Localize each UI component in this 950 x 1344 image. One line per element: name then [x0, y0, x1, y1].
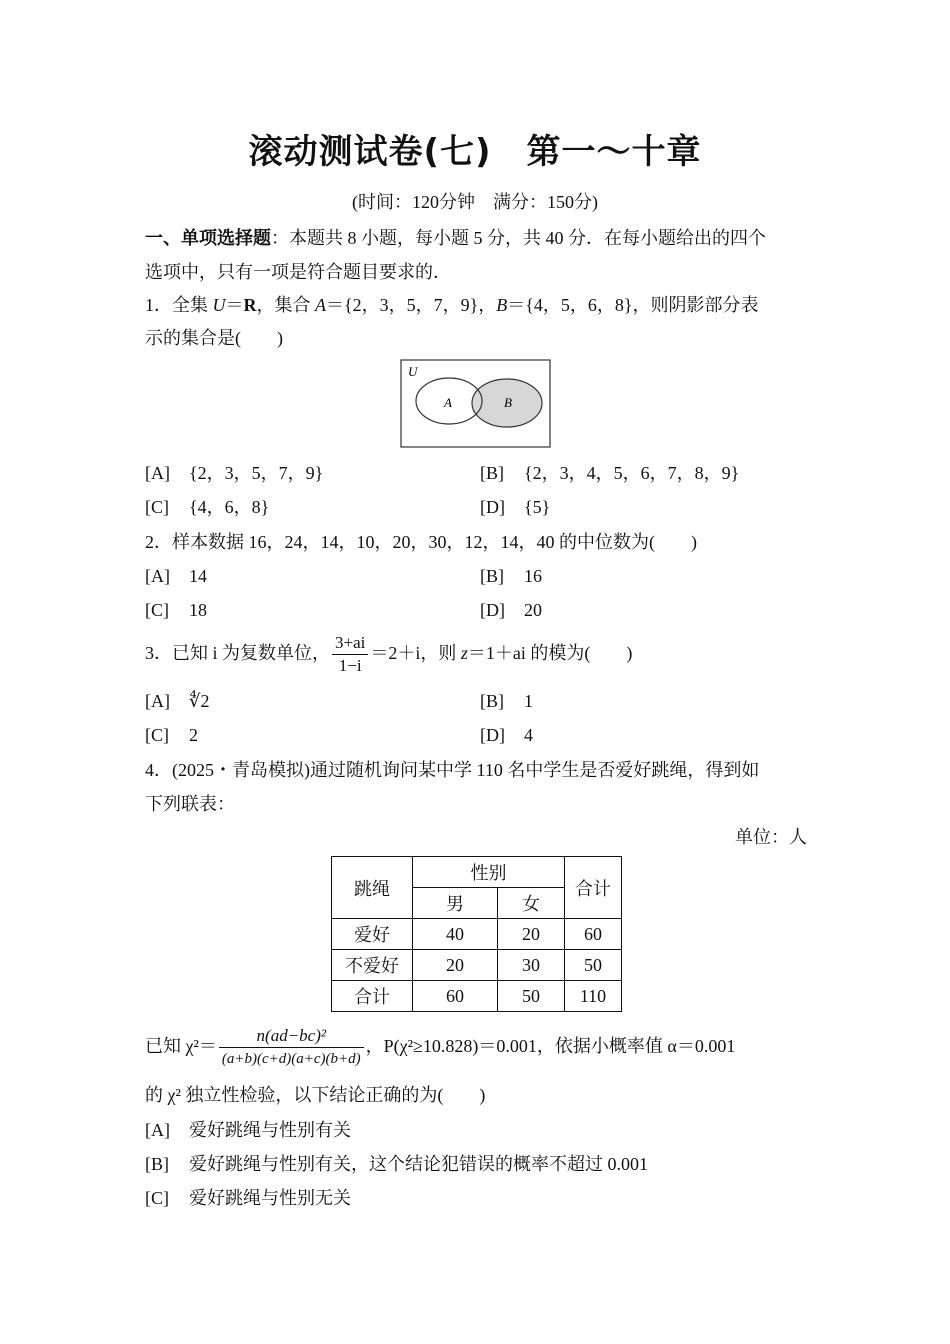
- q2-option-d[interactable]: [480, 598, 542, 622]
- q3-text-mid: ＝2＋i，则: [370, 643, 461, 663]
- option-text: 爱好跳绳与性别有关: [189, 1120, 351, 1140]
- venn-label-a: A: [444, 395, 452, 410]
- table-row: [332, 919, 622, 950]
- q1-text-a: 1．全集: [145, 295, 213, 315]
- table-row: [332, 950, 622, 981]
- table-cell: 110: [565, 981, 622, 1012]
- option-text: 1: [524, 691, 533, 711]
- q4-option-a[interactable]: [145, 1118, 351, 1142]
- q1-var-b: B: [496, 295, 508, 315]
- q3-text-pre: 3．已知 i 为复数单位，: [145, 643, 331, 663]
- section-heading: 一、单项选择题: [145, 228, 271, 249]
- q2-stem: 2．样本数据 16，24，14，10，20，30，12，14，40 的中位数为( ): [145, 532, 697, 552]
- q1-eq: ＝: [225, 295, 244, 315]
- option-label: [C]: [145, 725, 169, 745]
- option-text: {2，3，4，5，6，7，8，9}: [524, 463, 740, 483]
- option-text: {4，6，8}: [189, 497, 270, 517]
- table-header-row-label: 跳绳: [332, 857, 413, 919]
- chi-square-numerator: n(ad−bc)²: [219, 1025, 364, 1048]
- option-text: 16: [524, 566, 542, 586]
- option-label: [A]: [145, 463, 170, 483]
- table-cell: 20: [413, 950, 498, 981]
- section-intro-text: ：本题共 8 小题，每小题 5 分，共 40 分．在每小题给出的四个: [271, 228, 766, 248]
- q4-stem-line2: 下列联表：: [145, 794, 235, 814]
- venn-label-b: B: [504, 395, 512, 410]
- table-header-total: 合计: [565, 857, 622, 919]
- table-cell: 不爱好: [332, 950, 413, 981]
- option-text: {5}: [524, 497, 551, 517]
- table-header-female: 女: [498, 888, 565, 919]
- option-text: 20: [524, 600, 542, 620]
- q1-option-b[interactable]: [480, 461, 739, 485]
- q3-option-b[interactable]: [480, 689, 533, 713]
- q3-var-z: z: [460, 643, 468, 663]
- option-label: [A]: [145, 1120, 170, 1140]
- q1-stem-line2: 示的集合是( ): [145, 328, 283, 348]
- q4-table-unit: 单位：人: [735, 827, 807, 847]
- q1-option-a[interactable]: [145, 461, 323, 485]
- table-header-male: 男: [413, 888, 498, 919]
- q4-stem-line3: 的 χ² 独立性检验，以下结论正确的为( ): [145, 1085, 486, 1105]
- table-row: [332, 981, 622, 1012]
- q1-var-a: A: [315, 295, 326, 315]
- q2-option-b[interactable]: [480, 564, 542, 588]
- option-text: 14: [189, 566, 207, 586]
- q3-text-post: ＝1＋ai 的模为( ): [467, 643, 633, 663]
- table-cell: 50: [565, 950, 622, 981]
- option-label: [C]: [145, 600, 169, 620]
- q4-option-c[interactable]: [145, 1186, 351, 1210]
- option-label: [D]: [480, 600, 505, 620]
- table-cell: 50: [498, 981, 565, 1012]
- option-label: [A]: [145, 691, 170, 711]
- table-cell: 60: [413, 981, 498, 1012]
- option-text: 18: [189, 600, 207, 620]
- table-cell: 合计: [332, 981, 413, 1012]
- chi-square-denominator: (a+b)(c+d)(a+c)(b+d): [221, 1051, 361, 1068]
- q1-text-b: ，集合: [256, 295, 315, 315]
- table-cell: 20: [498, 919, 565, 950]
- option-label: [B]: [145, 1154, 169, 1174]
- section-intro-line1: [145, 226, 810, 251]
- q3-option-a[interactable]: [145, 689, 209, 713]
- q3-fraction: [332, 632, 368, 677]
- option-label: [D]: [480, 497, 505, 517]
- option-label: [B]: [480, 691, 504, 711]
- table-cell: 40: [413, 919, 498, 950]
- table-header-gender: 性别: [413, 857, 565, 888]
- q3-fraction-denominator: 1−i: [338, 656, 362, 676]
- venn-label-u: U: [408, 364, 418, 379]
- page-title: 滚动测试卷(七) 第一～十章: [248, 132, 702, 172]
- q2-option-a[interactable]: [145, 564, 207, 588]
- option-label: [A]: [145, 566, 170, 586]
- venn-diagram: [400, 359, 552, 449]
- q1-stem-line1: [145, 293, 810, 317]
- q2-option-c[interactable]: [145, 598, 207, 622]
- q1-var-u: U: [212, 295, 226, 315]
- option-text: 2: [189, 725, 198, 745]
- option-label: [D]: [480, 725, 505, 745]
- section-intro-line2: 选项中，只有一项是符合题目要求的．: [145, 262, 451, 282]
- option-text: {2，3，5，7，9}: [189, 463, 324, 483]
- option-text: 爱好跳绳与性别有关，这个结论犯错误的概率不超过 0.001: [189, 1154, 648, 1174]
- q3-option-c[interactable]: [145, 723, 198, 747]
- q4-formula-post: ，P(χ²≥10.828)＝0.001，依据小概率值 α＝0.001: [365, 1036, 736, 1056]
- q1-option-d[interactable]: [480, 495, 550, 519]
- table-cell: 60: [565, 919, 622, 950]
- chi-square-fraction: [219, 1025, 364, 1070]
- contingency-table: [331, 856, 622, 1012]
- q1-option-c[interactable]: [145, 495, 269, 519]
- exam-meta: (时间：120分钟 满分：150分): [352, 192, 598, 212]
- q4-formula-line: [145, 1022, 810, 1070]
- q4-option-b[interactable]: [145, 1152, 648, 1176]
- q4-formula-pre: 已知 χ²＝: [145, 1036, 217, 1056]
- option-text: 爱好跳绳与性别无关: [189, 1188, 351, 1208]
- q1-set-b: ＝{4，5，6，8}，则阴影部分表: [507, 295, 759, 315]
- q3-option-d[interactable]: [480, 723, 533, 747]
- option-label: [C]: [145, 1188, 169, 1208]
- q1-var-r: R: [243, 295, 257, 315]
- option-label: [B]: [480, 566, 504, 586]
- q1-set-a: ＝{2，3，5，7，9}，: [326, 295, 497, 315]
- table-cell: 30: [498, 950, 565, 981]
- option-label: [B]: [480, 463, 504, 483]
- option-text: ∜2: [189, 691, 210, 711]
- q3-fraction-numerator: 3+ai: [332, 632, 368, 655]
- q4-stem-line1: 4．(2025・青岛模拟)通过随机询问某中学 110 名中学生是否爱好跳绳，得到如: [145, 760, 760, 780]
- option-label: [C]: [145, 497, 169, 517]
- table-cell: 爱好: [332, 919, 413, 950]
- option-text: 4: [524, 725, 533, 745]
- q3-stem: [145, 629, 810, 677]
